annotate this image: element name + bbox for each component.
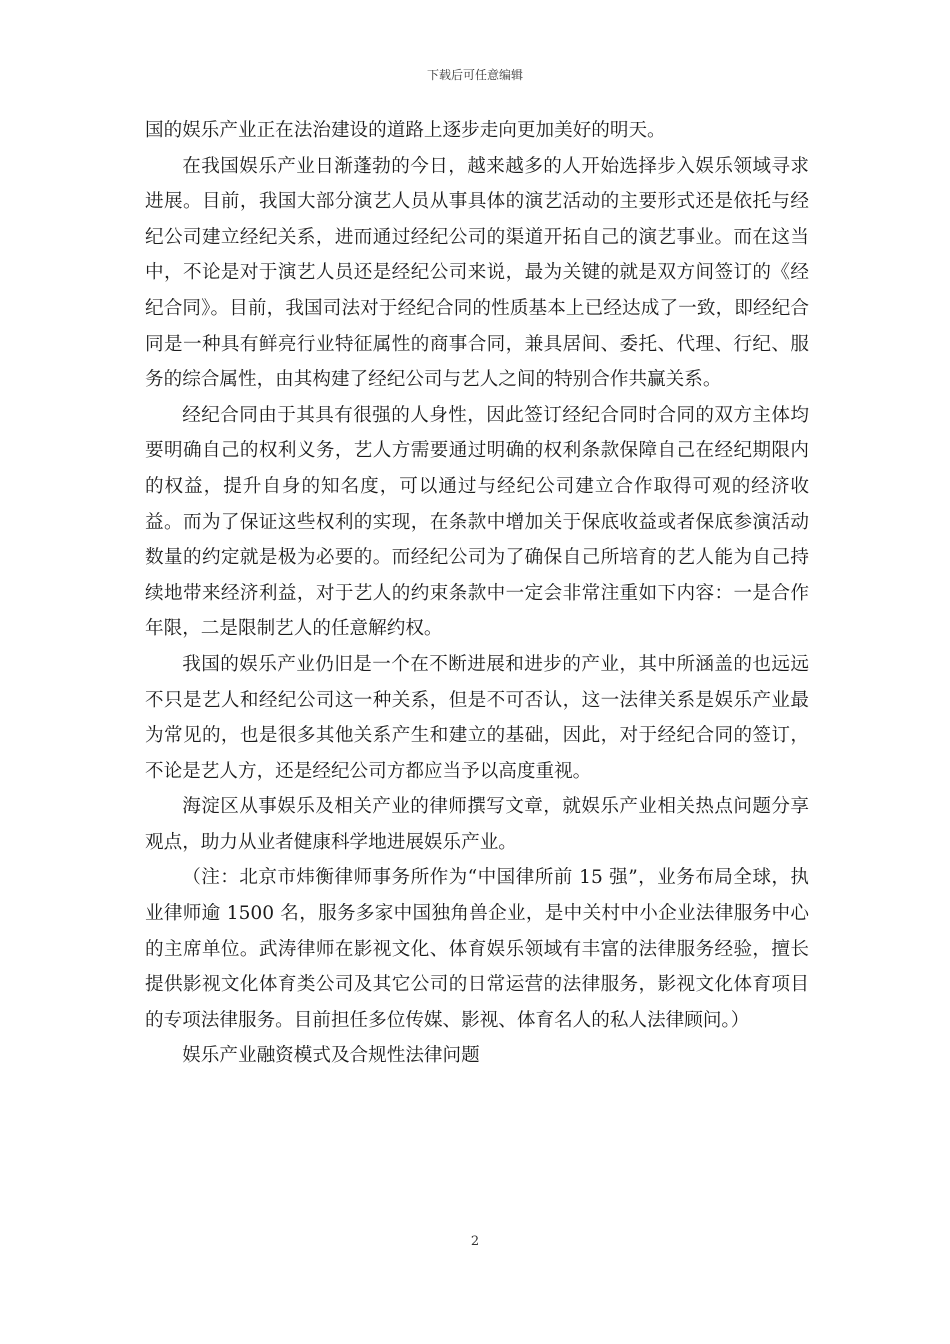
paragraph-continuation: 国的娱乐产业正在法治建设的道路上逐步走向更加美好的明天。 bbox=[145, 120, 666, 141]
page-header: 下载后可任意编辑 bbox=[426, 68, 523, 82]
document-body bbox=[145, 113, 809, 1074]
paragraph-agency-contract-intro: 在我国娱乐产业日渐蓬勃的今日，越来越多的人开始选择步入娱乐领域寻求进展。目前，我国大部分演艺人员从事具体的演艺活动的主要形式还是依托与经纪公司建立经纪关系，进而通过经纪公司的渠道开拓自己的演艺事业。而在这当中，不论是对于演艺人员还是经纪公司来说，最为关键的就是双方间签订的《经纪合同》。目前，我国司法对于经纪合同的性质基本上已经达成了一致，即经纪合同是一种具有鲜亮行业特征属性的商事合同，兼具居间、委托、代理、行纪、服务的综合属性，由其构建了经纪公司与艺人之间的特别合作共赢关系。 bbox=[145, 155, 809, 391]
page-number: 2 bbox=[470, 1234, 480, 1249]
paragraph-industry-relations: 我国的娱乐产业仍旧是一个在不断进展和进步的产业，其中所涵盖的也远远不只是艺人和经纪公司这一种关系，但是不可否认，这一法律关系是娱乐产业最为常见的，也是很多其他关系产生和建立的基础，因此，对于经纪合同的签订，不论是艺人方，还是经纪公司方都应当予以高度重视。 bbox=[145, 653, 809, 782]
section-heading-financing: 娱乐产业融资模式及合规性法律问题 bbox=[182, 1045, 480, 1067]
paragraph-lawyer-articles: 海淀区从事娱乐及相关产业的律师撰写文章，就娱乐产业相关热点问题分享观点，助力从业者健康科学地进展娱乐产业。 bbox=[145, 796, 809, 853]
paragraph-contract-rights: 经纪合同由于其具有很强的人身性，因此签订经纪合同时合同的双方主体均要明确自己的权利义务，艺人方需要通过明确的权利条款保障自己在经纪期限内的权益，提升自身的知名度，可以通过与经纪公司建立合作取得可观的经济收益。而为了保证这些权利的实现，在条款中增加关于保底收益或者保底参演活动数量的约定就是极为必要的。而经纪公司为了确保自己所培育的艺人能为自己持续地带来经济利益，对于艺人的约束条款中一定会非常注重如下内容：一是合作年限，二是限制艺人的任意解约权。 bbox=[145, 404, 809, 640]
paragraph-law-firm-note: （注：北京市炜衡律师事务所作为“中国律所前 15 强”，业务布局全球，执业律师逾 1500 名，服务多家中国独角兽企业，是中关村中小企业法律服务中心的主席单位。武涛律师在影视文化、体育娱乐领域有丰富的法律服务经验，擅长提供影视文化体育类公司及其它公司的日常运营的法律服务，影视文化体育项目的专项法律服务。目前担任多位传媒、影视、体育名人的私人法律顾问。） bbox=[145, 867, 809, 1031]
